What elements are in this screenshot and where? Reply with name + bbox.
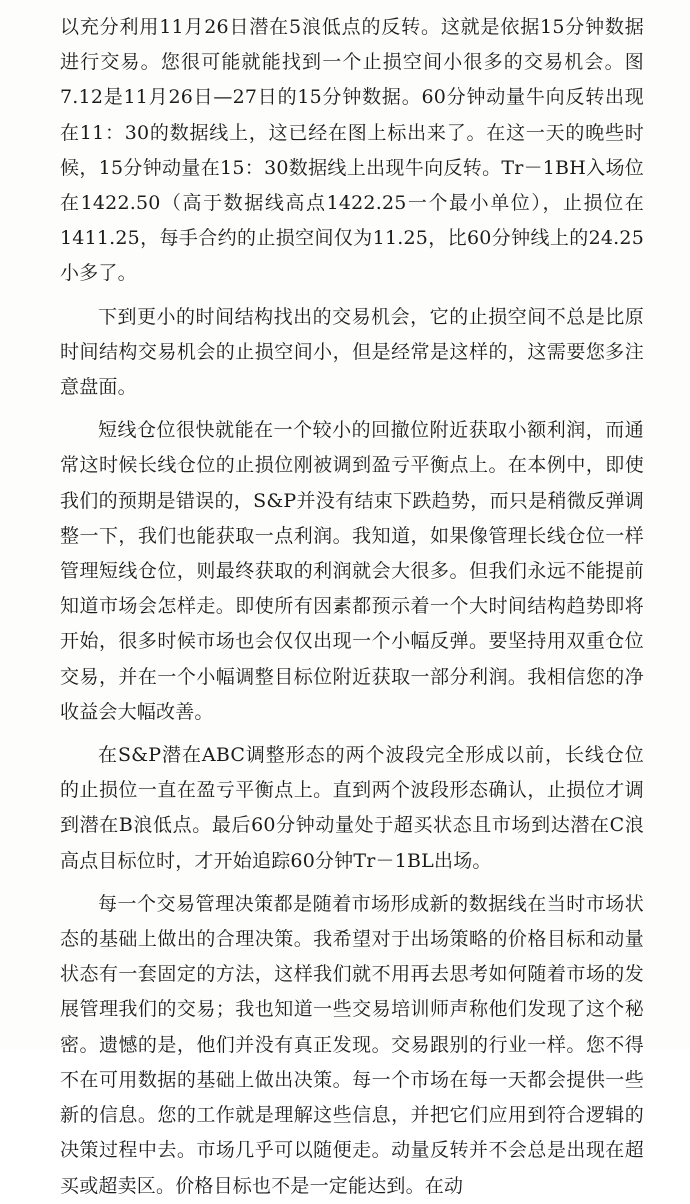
page-body — [60, 10, 644, 1204]
paragraph-gap — [60, 292, 644, 300]
paragraph-3: 短线仓位很快就能在一个较小的回撤位附近获取小额利润，而通常这时候长线仓位的止损位刚被调到盈亏平衡点上。在本例中，即使我们的预期是错误的，S&P并没有结束下跌趋势，而只是稍微反弹调整一下，我们也能获取一点利润。我知道，如果像管理长线仓位一样管理短线仓位，则最终获取的利润就会大很多。但我们永远不能提前知道市场会怎样走。即使所有因素都预示着一个大时间结构趋势即将开始，很多时候市场也会仅仅出现一个小幅反弹。要坚持用双重仓位交易，并在一个小幅调整目标位附近获取一部分利润。我相信您的净收益会大幅改善。 — [60, 419, 644, 723]
paragraph-gap — [60, 730, 644, 738]
paragraph-gap — [60, 879, 644, 887]
paragraph-gap — [60, 405, 644, 413]
paragraph-1: 以充分利用11月26日潜在5浪低点的反转。这就是依据15分钟数据进行交易。您很可能就能找到一个止损空间小很多的交易机会。图7.12是11月26日—27日的15分钟数据。60分钟动量牛向反转出现在11：30的数据线上，这已经在图上标出来了。在这一天的晚些时候，15分钟动量在15：30数据线上出现牛向反转。Tr－1BH入场位在1422.50（高于数据线高点1422.25一个最小单位），止损位在1411.25，每手合约的止损空间仅为11.25，比60分钟线上的24.25小多了。 — [60, 16, 644, 285]
paragraph-2: 下到更小的时间结构找出的交易机会，它的止损空间不总是比原时间结构交易机会的止损空间小，但是经常是这样的，这需要您多注意盘面。 — [60, 305, 644, 399]
paragraph-5: 每一个交易管理决策都是随着市场形成新的数据线在当时市场状态的基础上做出的合理决策。我希望对于出场策略的价格目标和动量状态有一套固定的方法，这样我们就不用再去思考如何随着市场的发展管理我们的交易；我也知道一些交易培训师声称他们发现了这个秘密。遗憾的是，他们并没有真正发现。交易跟别的行业一样。您不得不在可用数据的基础上做出决策。每一个市场在每一天都会提供一些新的信息。您的工作就是理解这些信息，并把它们应用到符合逻辑的决策过程中去。市场几乎可以随便走。动量反转并不会总是出现在超买或超卖区。价格目标也不是一定能达到。在动 — [60, 892, 644, 1197]
paragraph-4: 在S&P潜在ABC调整形态的两个波段完全形成以前，长线仓位的止损位一直在盈亏平衡点上。直到两个波段形态确认，止损位才调到潜在B浪低点。最后60分钟动量处于超买状态且市场到达潜在C浪高点目标位时，才开始追踪60分钟Tr－1BL出场。 — [60, 744, 644, 872]
